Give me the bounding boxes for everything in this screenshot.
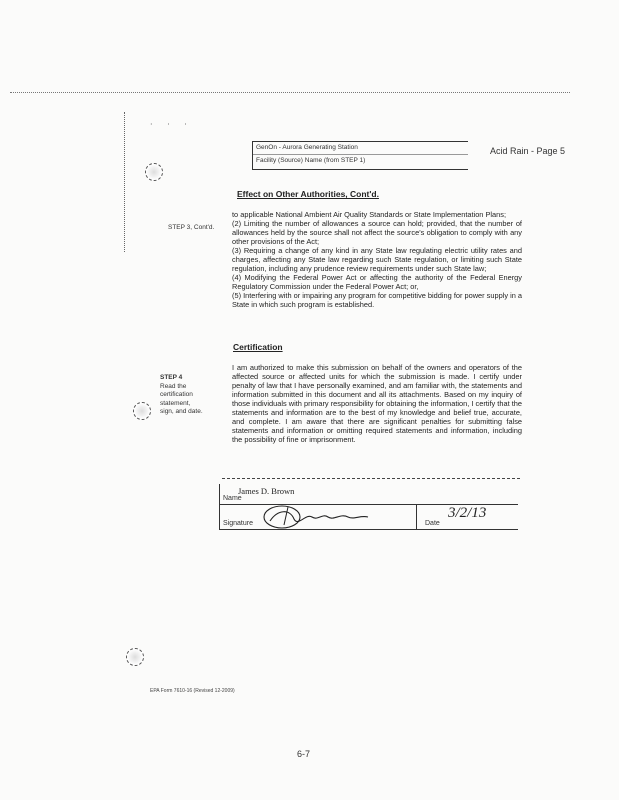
effect-section-body	[232, 210, 522, 309]
punch-hole-icon	[133, 402, 151, 420]
facility-header-box	[252, 141, 468, 170]
punch-hole-icon	[126, 648, 144, 666]
signature-divider	[222, 478, 520, 479]
certification-statement	[232, 363, 522, 444]
date-divider	[416, 505, 417, 529]
effect-paragraph: (2) Limiting the number of allowances a source can hold; provided, that the number of allowances held by the source shall not affect the source's obligation to comply with any other provisions of the Act;	[232, 219, 522, 246]
facility-source-caption: Facility (Source) Name (from STEP 1)	[253, 154, 468, 167]
page-label: Acid Rain - Page 5	[490, 146, 566, 156]
step-4-line: certification	[160, 391, 193, 398]
effect-paragraph: (4) Modifying the Federal Power Act or affecting the authority of the Federal Energy Regulatory Commission under the Federal Power Act; or,	[232, 273, 522, 291]
step-4-line: statement,	[160, 399, 191, 407]
certification-heading: Certification	[233, 342, 283, 352]
name-value: James D. Brown	[238, 486, 295, 496]
name-label: Name	[223, 495, 242, 502]
punch-hole-icon	[145, 163, 163, 181]
date-value: 3/2/13	[448, 505, 487, 521]
effect-section-heading: Effect on Other Authorities, Cont'd.	[237, 189, 379, 199]
certification-text: I am authorized to make this submission on behalf of the owners and operators of the affected source or affected units for which the submission is made. I certify under penalty of law that I have personally examined, and am familiar with, the statements and information submitted in this document and all its attachments. Based on my inquiry of those individuals with primary responsibility for obtaining the information, I certify that the statements and information are to the best of my knowledge and belief true, accurate, and complete. I am aware that there are significant penalties for submitting false statements and information or omitting required statements and information, including the possibility of fine or imprisonment.	[232, 363, 522, 444]
facility-name: GenOn - Aurora Generating Station	[256, 144, 358, 151]
signature-label: Signature	[223, 520, 253, 527]
handwritten-signature-icon	[260, 499, 380, 533]
step-4-line: sign, and date.	[160, 408, 203, 415]
step-4-label	[160, 374, 203, 417]
page-number: 6-7	[297, 749, 311, 759]
signature-block	[219, 484, 518, 530]
effect-paragraph: to applicable National Ambient Air Quality Standards or State Implementation Plans;	[232, 210, 507, 219]
scan-specks: · · ·	[150, 120, 193, 129]
step-4-line: STEP 4	[160, 374, 183, 381]
binding-mark	[124, 112, 125, 252]
step-3-label: STEP 3, Cont'd.	[168, 224, 215, 231]
effect-paragraph: (5) Interfering with or impairing any program for competitive bidding for power supply in a State in which such program is established.	[232, 291, 523, 309]
date-label: Date	[425, 520, 440, 527]
scan-artifact-line	[10, 92, 570, 93]
step-4-line: Read the	[160, 382, 187, 390]
signature-row	[220, 505, 518, 530]
form-number: EPA Form 7610-16 (Revised 12-2009)	[150, 688, 235, 694]
effect-paragraph: (3) Requiring a change of any kind in any State law regulating electric utility rates and charges, affecting any State law regarding such State regulation, or limiting such State regulation, including any prudence review requirements under such State law;	[232, 246, 522, 273]
